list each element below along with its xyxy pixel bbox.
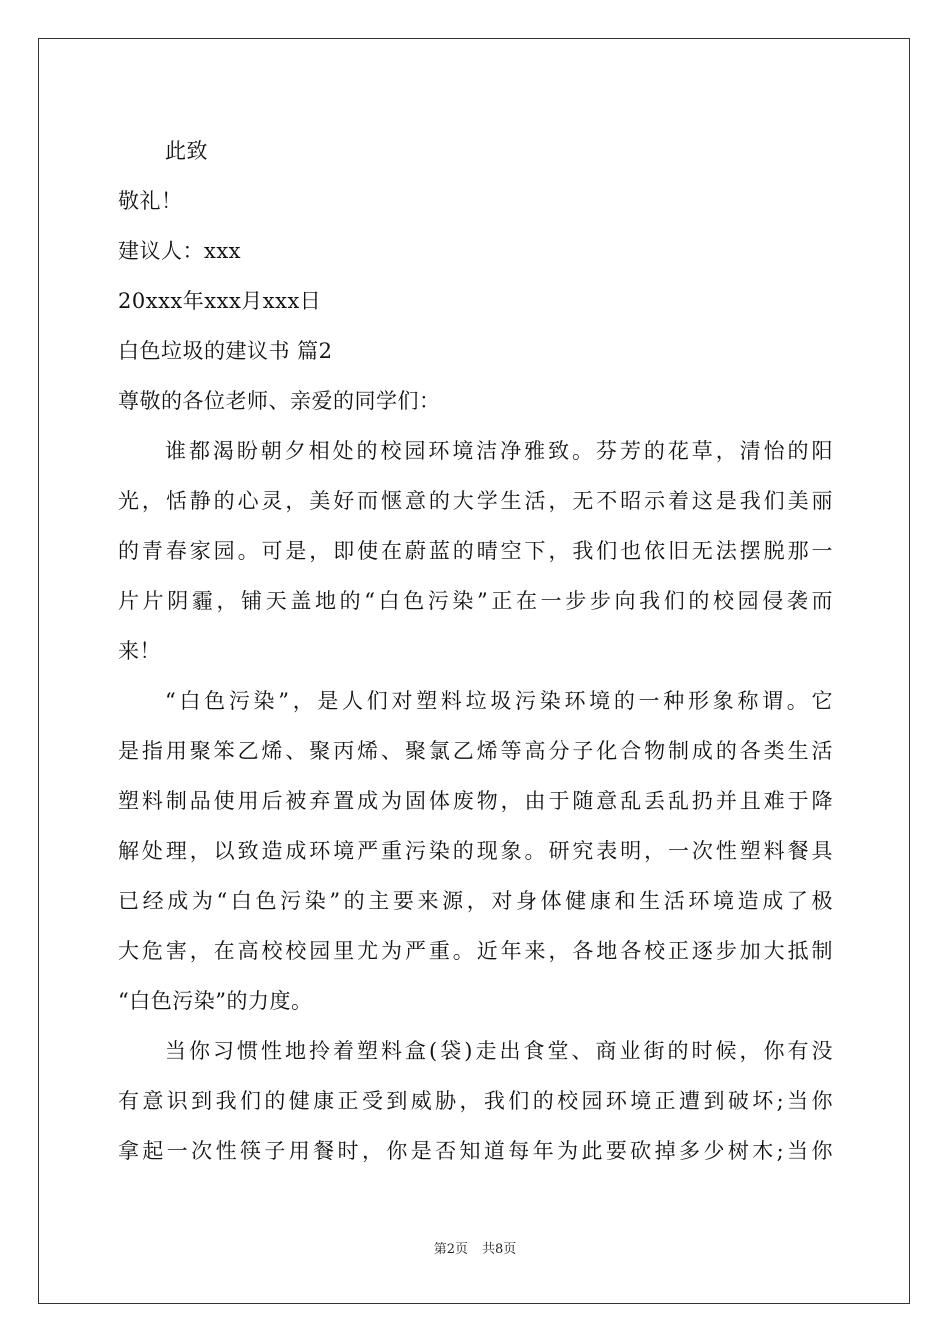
paragraph-line: 的青春家园。可是，即使在蔚蓝的晴空下，我们也依旧无法摆脱那一 [118, 539, 833, 563]
page-footer [0, 1240, 950, 1260]
section-title: 白色垃圾的建议书 篇2 [118, 339, 333, 363]
closing-line-2: 敬礼！ [118, 189, 183, 213]
paragraph-line: 拿起一次性筷子用餐时，你是否知道每年为此要砍掉多少树木;当你 [118, 1139, 833, 1163]
date-line: 20xxx年xxx月xxx日 [118, 289, 322, 313]
paragraph-line: “白色污染”，是人们对塑料垃圾污染环境的一种形象称谓。它 [165, 689, 833, 713]
paragraph-line: 片片阴霾，铺天盖地的“白色污染”正在一步步向我们的校园侵袭而 [118, 589, 833, 613]
paragraph-line: 当你习惯性地拎着塑料盒(袋)走出食堂、商业街的时候，你有没 [165, 1039, 833, 1063]
salutation: 尊敬的各位老师、亲爱的同学们： [118, 389, 441, 413]
paragraph-line: 解处理，以致造成环境严重污染的现象。研究表明，一次性塑料餐具 [118, 839, 833, 863]
paragraph-line: 有意识到我们的健康正受到威胁，我们的校园环境正遭到破坏;当你 [118, 1089, 833, 1113]
paragraph-line: 来！ [118, 639, 161, 663]
page-total: 共8页 [482, 1242, 517, 1257]
signer-line: 建议人：xxx [118, 239, 242, 263]
paragraph-line: “白色污染”的力度。 [118, 989, 313, 1013]
paragraph-line: 塑料制品使用后被弃置成为固体废物，由于随意乱丢乱扔并且难于降 [118, 789, 833, 813]
paragraph-line: 是指用聚笨乙烯、聚丙烯、聚氯乙烯等高分子化合物制成的各类生活 [118, 739, 833, 763]
page-number: 第2页 [433, 1242, 468, 1257]
paragraph-line: 大危害，在高校校园里尤为严重。近年来，各地各校正逐步加大抵制 [118, 939, 833, 963]
paragraph-line: 已经成为“白色污染”的主要来源，对身体健康和生活环境造成了极 [118, 889, 833, 913]
closing-line-1: 此致 [165, 139, 208, 163]
paragraph-line: 谁都渴盼朝夕相处的校园环境洁净雅致。芬芳的花草，清怡的阳 [165, 439, 833, 463]
paragraph-line: 光，恬静的心灵，美好而惬意的大学生活，无不昭示着这是我们美丽 [118, 489, 833, 513]
